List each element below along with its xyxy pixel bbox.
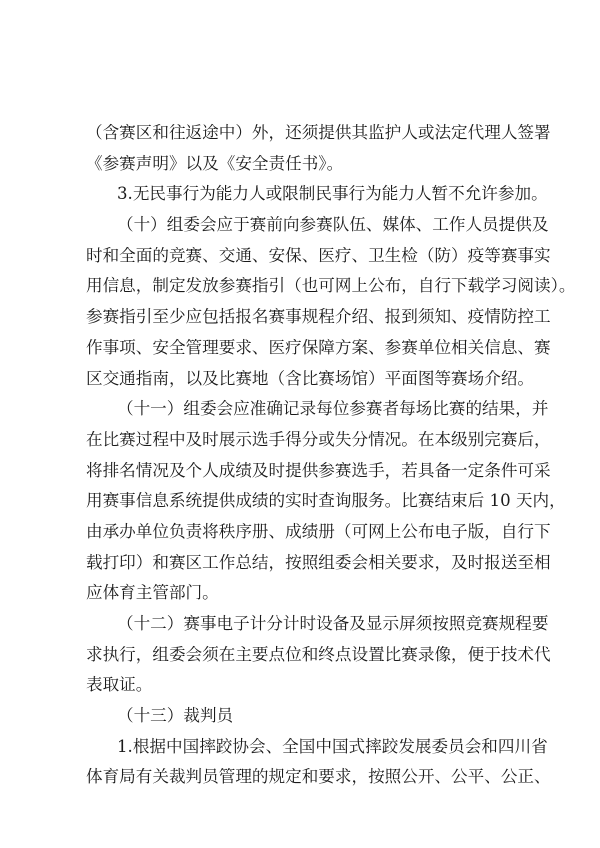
text-line: 体育局有关裁判员管理的规定和要求，按照公开、公平、公正、 bbox=[86, 767, 551, 787]
text-line: 在比赛过程中及时展示选手得分或失分情况。在本级别完赛后， bbox=[86, 429, 551, 449]
text-line: 区交通指南，以及比赛地（含比赛场馆）平面图等赛场介绍。 bbox=[86, 368, 535, 388]
text-line: 将排名情况及个人成绩及时提供参赛选手，若具备一定条件可采 bbox=[86, 460, 551, 480]
text-line: （含赛区和往返途中）外，还须提供其监护人或法定代理人签署 bbox=[86, 123, 551, 142]
text-line: 求执行，组委会须在主要点位和终点设置比赛录像，便于技术代 bbox=[86, 644, 551, 664]
text-line: 应体育主管部门。 bbox=[86, 583, 219, 603]
text-line: 作事项、安全管理要求、医疗保障方案、参赛单位相关信息、赛 bbox=[86, 337, 551, 357]
text-line: （十一）组委会应准确记录每位参赛者每场比赛的结果，并 bbox=[117, 399, 549, 419]
text-line: 用信息，制定发放参赛指引（也可网上公布，自行下载学习阅读）。 bbox=[86, 276, 576, 296]
text-line: 载打印）和赛区工作总结，按照组委会相关要求，及时报送至相 bbox=[86, 552, 551, 572]
text-line: 《参赛声明》以及《安全责任书》。 bbox=[86, 153, 344, 173]
text-line: 用赛事信息系统提供成绩的实时查询服务。比赛结束后 10 天内， bbox=[86, 491, 566, 511]
text-line: 时和全面的竞赛、交通、安保、医疗、卫生检（防）疫等赛事实 bbox=[86, 245, 551, 265]
text-line: 由承办单位负责将秩序册、成绩册（可网上公布电子版，自行下 bbox=[86, 521, 551, 541]
text-line: 表取证。 bbox=[86, 675, 153, 695]
text-line: （十）组委会应于赛前向参赛队伍、媒体、工作人员提供及 bbox=[117, 215, 549, 235]
body-text bbox=[86, 118, 576, 793]
text-line: （十二）赛事电子计分计时设备及显示屏须按照竞赛规程要 bbox=[117, 614, 549, 633]
text-line: （十三）裁判员 bbox=[117, 706, 234, 726]
text-line: 3.无民事行为能力人或限制民事行为能力人暂不允许参加。 bbox=[117, 184, 548, 204]
text-line: 参赛指引至少应包括报名赛事规程介绍、报到须知、疫情防控工 bbox=[86, 307, 551, 327]
text-line: 1.根据中国摔跤协会、全国中国式摔跤发展委员会和四川省 bbox=[117, 736, 548, 756]
